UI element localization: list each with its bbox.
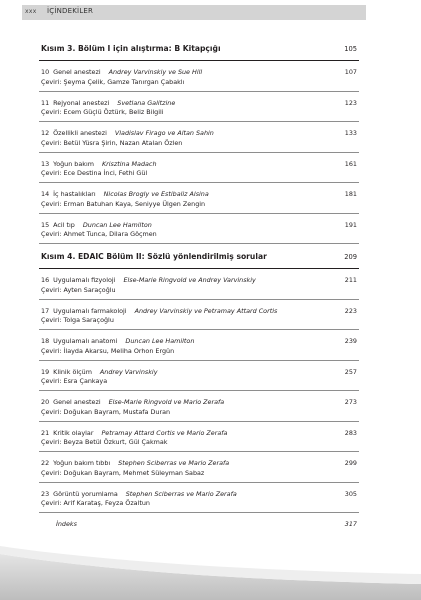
chapter-title: Uygulamalı farmakoloji (53, 306, 127, 315)
chapter-page: 181 (344, 190, 357, 198)
chapter-number: 15 (41, 220, 50, 229)
chapter-page: 107 (344, 68, 357, 76)
chapter-number: 13 (41, 159, 50, 168)
toc-entry (39, 452, 359, 483)
chapter-translators: Çeviri: Ahmet Tunca, Dilara Göçmen (41, 230, 157, 238)
chapter-page: 239 (344, 337, 357, 345)
chapter-number: 21 (41, 428, 50, 437)
entry-heading-line (41, 276, 256, 284)
toc-entry (39, 153, 359, 184)
chapter-translators: Çeviri: Arif Karataş, Feyza Özaltun (41, 499, 150, 507)
index-label: İndeks (56, 520, 77, 528)
page-curl-shadow (0, 540, 421, 600)
chapter-page: 257 (344, 367, 357, 376)
chapter-number: 14 (41, 190, 50, 198)
toc-entry (39, 269, 359, 300)
chapter-translators: Çeviri: Betül Yüsra Şirin, Nazan Atalan Özlen (41, 138, 183, 147)
entry-heading-line (41, 398, 224, 406)
chapter-authors: Andrey Varvinskiy ve Petramay Attard Cortis (134, 306, 278, 315)
chapter-title: Rejyonal anestezi (53, 98, 110, 107)
chapter-title: İç hastalıkları (53, 190, 96, 198)
entry-heading-line (41, 221, 152, 229)
chapter-translators: Çeviri: Ece Destina İnci, Fethi Gül (41, 169, 148, 177)
entry-heading-line (41, 307, 277, 315)
toc-entry (39, 483, 359, 514)
entry-heading-line (41, 490, 237, 498)
chapter-title: Genel anestezi (53, 398, 101, 406)
chapter-number: 20 (41, 398, 50, 406)
chapter-title: Kritik olaylar (53, 428, 94, 437)
toc-entry (39, 183, 359, 214)
entry-heading-line (41, 129, 214, 137)
chapter-page: 283 (344, 428, 357, 437)
entry-heading-line (41, 429, 227, 437)
section-heading (39, 251, 359, 269)
entry-heading-line (41, 68, 202, 76)
chapter-authors: Andrey Varvinskiy (99, 367, 158, 376)
section-entries (39, 61, 359, 244)
toc-entry (39, 214, 359, 245)
chapter-number: 22 (41, 459, 50, 467)
chapter-title: Özellikli anestezi (53, 129, 107, 137)
chapter-page: 273 (344, 398, 357, 406)
header-title: İÇİNDEKİLER (47, 7, 94, 15)
chapter-authors: Stephen Sciberras ve Mario Zerafa (125, 489, 237, 498)
entry-heading-line (41, 368, 157, 376)
chapter-translators: Çeviri: İlayda Akarsu, Meliha Orhon Ergün (41, 346, 175, 355)
chapter-number: 18 (41, 337, 50, 345)
index-row (39, 520, 359, 535)
chapter-number: 12 (41, 129, 50, 137)
chapter-authors: Vladislav Firago ve Altan Sahin (114, 129, 214, 137)
chapter-translators: Çeviri: Ecem Güçlü Öztürk, Beliz Bilgili (41, 108, 164, 116)
section-title: Kısım 3. Bölüm I için alıştırma: B Kitapçığı (41, 44, 221, 53)
toc-entry (39, 300, 359, 331)
chapter-translators: Çeviri: Esra Çankaya (41, 377, 108, 385)
chapter-page: 223 (344, 306, 357, 315)
toc-entry (39, 391, 359, 422)
section-heading (39, 43, 359, 61)
chapter-number: 23 (41, 489, 50, 498)
chapter-title: Acil tıp (53, 220, 75, 229)
section-title: Kısım 4. EDAIC Bölüm II: Sözlü yönlendirilmiş sorular (41, 252, 267, 261)
chapter-authors: Duncan Lee Hamilton (125, 337, 195, 345)
chapter-number: 10 (41, 68, 50, 76)
chapter-title: Uygulamalı anatomi (53, 337, 118, 345)
chapter-translators: Çeviri: Ayten Saraçoğlu (41, 285, 116, 294)
index-page: 317 (344, 520, 357, 528)
chapter-number: 11 (41, 98, 50, 107)
chapter-page: 123 (344, 98, 357, 107)
chapter-authors: Petramay Attard Cortis ve Mario Zerafa (101, 428, 228, 437)
entry-heading-line (41, 337, 194, 345)
chapter-title: Yoğun bakım tıbbı (53, 459, 111, 467)
toc-entry (39, 122, 359, 153)
section-page: 209 (344, 253, 357, 261)
entry-heading-line (41, 160, 157, 168)
chapter-page: 191 (344, 220, 357, 229)
chapter-page: 299 (344, 459, 357, 467)
chapter-translators: Çeviri: Doğukan Bayram, Mustafa Duran (41, 407, 171, 416)
section-page: 105 (344, 45, 357, 53)
entry-heading-line (41, 190, 209, 198)
chapter-title: Genel anestezi (53, 68, 101, 76)
chapter-title: Yoğun bakım (53, 159, 94, 168)
chapter-title: Uygulamalı fizyoloji (53, 276, 116, 284)
toc-entry (39, 361, 359, 392)
chapter-page: 211 (344, 276, 357, 284)
entry-heading-line (41, 99, 175, 107)
chapter-page: 305 (344, 489, 357, 498)
chapter-translators: Çeviri: Şeyma Çelik, Gamze Tanırgan Çabaklı (41, 77, 185, 86)
chapter-authors: Duncan Lee Hamilton (82, 220, 152, 229)
toc-entry (39, 330, 359, 361)
chapter-number: 17 (41, 306, 50, 315)
toc-entry (39, 422, 359, 453)
chapter-authors: Andrey Varvinskiy ve Sue Hill (108, 68, 203, 76)
chapter-translators: Çeviri: Erman Batuhan Kaya, Seniyye Ülgen Zengin (41, 199, 206, 208)
chapter-number: 19 (41, 367, 50, 376)
chapter-title: Klinik ölçüm (53, 367, 92, 376)
chapter-title: Görüntü yorumlama (53, 489, 118, 498)
chapter-page: 133 (344, 129, 357, 137)
chapter-authors: Svetlana Galitzine (117, 98, 176, 107)
toc-entry (39, 92, 359, 123)
chapter-authors: Nicolas Brogly ve Estibaliz Alsina (103, 190, 209, 198)
chapter-authors: Else-Marie Ringvold ve Andrey Varvinskiy (123, 276, 256, 284)
section-entries (39, 269, 359, 513)
toc-entry (39, 61, 359, 92)
chapter-translators: Çeviri: Doğukan Bayram, Mehmet Süleyman Sabaz (41, 468, 205, 477)
header-page-number: xxx (25, 8, 37, 15)
chapter-translators: Çeviri: Tolga Saraçoğlu (41, 316, 114, 324)
chapter-translators: Çeviri: Beyza Betül Özkurt, Gül Çakmak (41, 438, 168, 446)
chapter-authors: Stephen Sciberras ve Mario Zerafa (118, 459, 230, 467)
chapter-authors: Else-Marie Ringvold ve Mario Zerafa (108, 398, 225, 406)
chapter-number: 16 (41, 276, 50, 284)
chapter-authors: Krisztina Madach (101, 159, 157, 168)
entry-heading-line (41, 459, 229, 467)
table-of-contents (39, 43, 359, 535)
chapter-page: 161 (344, 159, 357, 168)
